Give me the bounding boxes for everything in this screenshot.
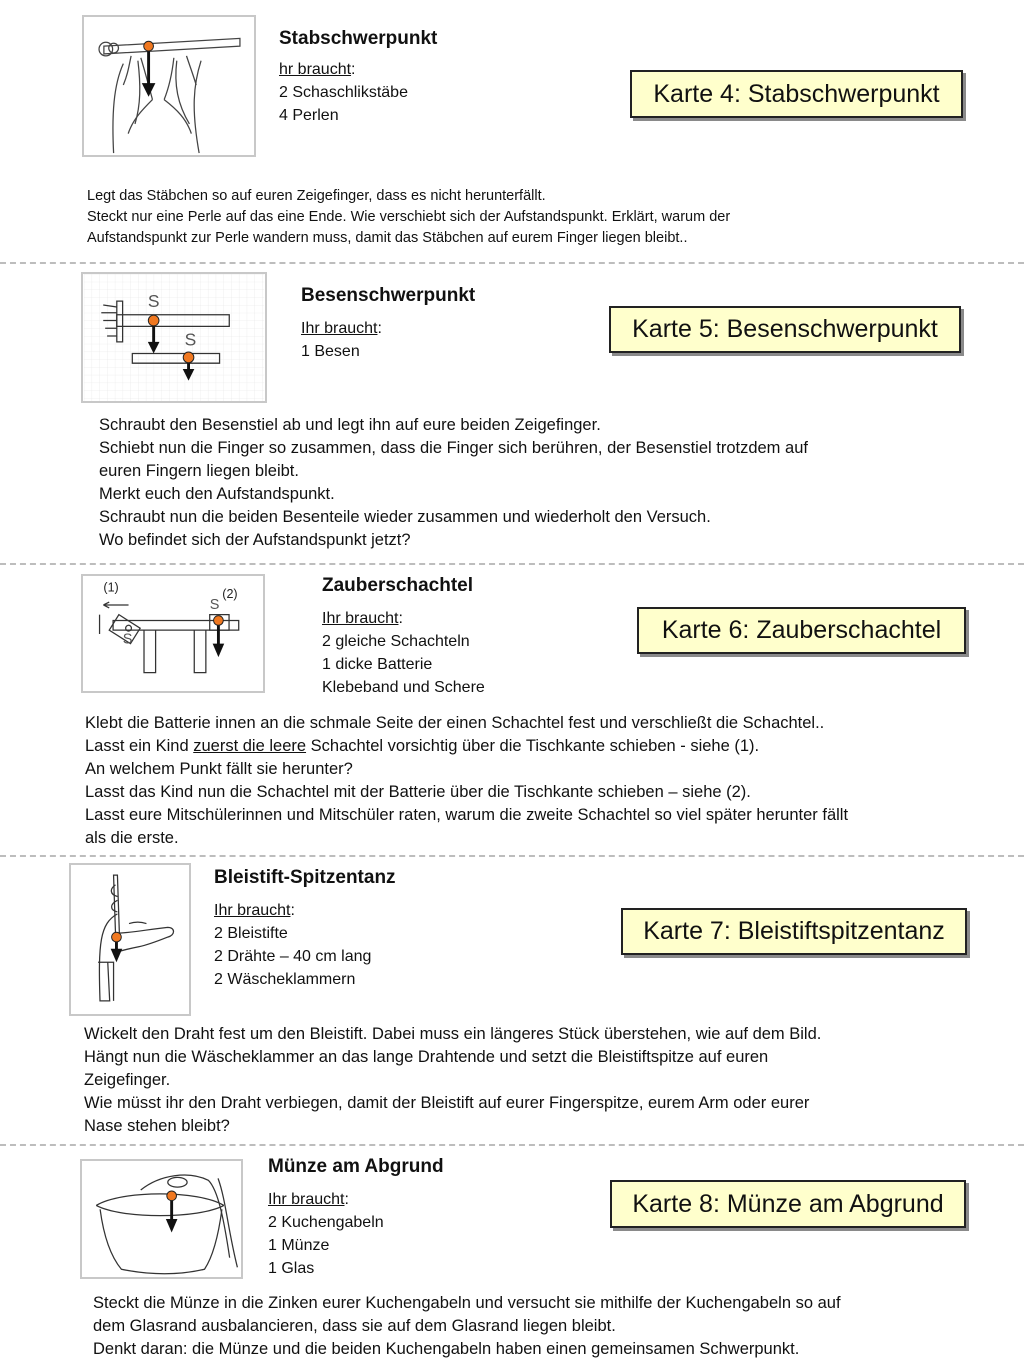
description-line: Klebt die Batterie innen an die schmale Seite der einen Schachtel fest und verschließt die Schachtel.. [85, 714, 825, 732]
description-line: als die erste. [85, 829, 179, 847]
needs-label: hr braucht [279, 61, 352, 78]
section-title: Zauberschachtel [322, 575, 473, 596]
divider [0, 262, 1024, 264]
figure-label: S [122, 631, 133, 648]
description-line: Lasst eure Mitschülerinnen und Mitschüler raten, warum die zweite Schachtel so viel später herunter fällt [85, 806, 849, 824]
description-line: Wickelt den Draht fest um den Bleistift. Dabei muss ein längeres Stück überstehen, wie auf dem Bild. [84, 1025, 822, 1043]
materials-list: Ihr braucht: 2 gleiche Schachteln 1 dicke Batterie Klebeband und Schere [322, 607, 485, 699]
card-label: Karte 6: Zauberschachtel [637, 607, 966, 654]
description-line: An welchem Punkt fällt sie herunter? [85, 760, 353, 778]
divider [0, 855, 1024, 857]
description-line: Aufstandspunkt zur Perle wandern muss, damit das Stäbchen auf eurem Finger liegen bleibt.. [87, 230, 688, 246]
broom-illustration [81, 272, 267, 403]
description-line: Zeigefinger. [84, 1071, 171, 1089]
card-label: Karte 8: Münze am Abgrund [610, 1180, 966, 1228]
description-text: Schachtel vorsichtig über die Tischkante schieben - siehe (1). [306, 737, 760, 755]
section-description [99, 414, 808, 552]
material-item: Klebeband und Schere [322, 679, 485, 696]
material-item: 1 Münze [268, 1237, 330, 1254]
card-label: Karte 4: Stabschwerpunkt [630, 70, 963, 118]
description-line: Schraubt den Besenstiel ab und legt ihn auf eure beiden Zeigefinger. [99, 416, 601, 434]
needs-label: Ihr braucht [301, 320, 378, 337]
description-line [85, 735, 848, 758]
material-item: 2 Drähte – 40 cm lang [214, 948, 372, 965]
description-line: Legt das Stäbchen so auf euren Zeigefinger, dass es nicht herunterfällt. [87, 188, 546, 204]
description-line: Steckt nur eine Perle auf das eine Ende. Wie verschiebt sich der Aufstandspunkt. Erklärt, warum der [87, 209, 731, 225]
material-item: 2 gleiche Schachteln [322, 633, 470, 650]
materials-list: Ihr braucht: 2 Kuchengabeln 1 Münze 1 Glas [268, 1188, 384, 1280]
divider [0, 1144, 1024, 1146]
description-line: Wo befindet sich der Aufstandspunkt jetzt? [99, 531, 411, 549]
section-description [93, 1292, 841, 1361]
section-title: Münze am Abgrund [268, 1156, 444, 1177]
description-text: Lasst ein Kind [85, 737, 194, 755]
card-label: Karte 5: Besenschwerpunkt [609, 306, 961, 353]
description-line: Schraubt nun die beiden Besenteile wieder zusammen und wiederholt den Versuch. [99, 508, 711, 526]
box-on-table-illustration [81, 574, 265, 693]
figure-label: S [147, 290, 160, 311]
materials-list: hr braucht: 2 Schaschlikstäbe 4 Perlen [279, 58, 408, 127]
needs-label: Ihr braucht [214, 902, 291, 919]
emphasis-text: zuerst die leere [193, 737, 307, 755]
divider [0, 563, 1024, 565]
card-label: Karte 7: Bleistiftspitzentanz [621, 908, 967, 955]
material-item: 2 Kuchengabeln [268, 1214, 384, 1231]
stick-on-fingers-illustration [82, 15, 256, 157]
description-line: Nase stehen bleibt? [84, 1117, 230, 1135]
material-item: 1 dicke Batterie [322, 656, 433, 673]
description-line: Denkt daran: die Münze und die beiden Kuchengabeln haben einen gemeinsamen Schwerpunkt. [93, 1340, 800, 1358]
description-line: Hängt nun die Wäscheklammer an das lange Drahtende und setzt die Bleistiftspitze auf euren [84, 1048, 769, 1066]
section-title: Besenschwerpunkt [301, 285, 476, 306]
section-title: Bleistift-Spitzentanz [214, 867, 396, 888]
needs-label: Ihr braucht [268, 1191, 345, 1208]
materials-list: Ihr braucht: 1 Besen [301, 317, 382, 363]
material-item: 1 Glas [268, 1260, 315, 1277]
pencil-on-finger-illustration [69, 863, 191, 1016]
figure-label: S [184, 329, 197, 350]
section-description [87, 186, 730, 249]
material-item: 2 Schaschlikstäbe [279, 84, 408, 101]
section-description [85, 712, 848, 850]
figure-label: (2) [222, 587, 238, 602]
section-description [84, 1023, 821, 1138]
figure-label: S [209, 596, 220, 613]
description-line: euren Fingern liegen bleibt. [99, 462, 299, 480]
description-line: dem Glasrand ausbalancieren, dass sie auf dem Glasrand liegen bleibt. [93, 1317, 616, 1335]
figure-label: (1) [103, 580, 119, 595]
description-line: Wie müsst ihr den Draht verbiegen, damit der Bleistift auf eurer Fingerspitze, eurem Arm oder eurer [84, 1094, 810, 1112]
material-item: 2 Bleistifte [214, 925, 288, 942]
section-title: Stabschwerpunkt [279, 28, 438, 49]
material-item: 2 Wäscheklammern [214, 971, 356, 988]
description-line: Schiebt nun die Finger so zusammen, dass die Finger sich berühren, der Besenstiel trotzdem auf [99, 439, 808, 457]
materials-list: Ihr braucht: 2 Bleistifte 2 Drähte – 40 cm lang 2 Wäscheklammern [214, 899, 371, 991]
coin-forks-glass-illustration [80, 1159, 243, 1279]
needs-label: Ihr braucht [322, 610, 399, 627]
description-line: Merkt euch den Aufstandspunkt. [99, 485, 335, 503]
material-item: 4 Perlen [279, 107, 339, 124]
description-line: Steckt die Münze in die Zinken eurer Kuchengabeln und versucht sie mithilfe der Kuchengabeln so auf [93, 1294, 841, 1312]
material-item: 1 Besen [301, 343, 360, 360]
description-line: Lasst das Kind nun die Schachtel mit der Batterie über die Tischkante schieben – siehe (2). [85, 783, 751, 801]
